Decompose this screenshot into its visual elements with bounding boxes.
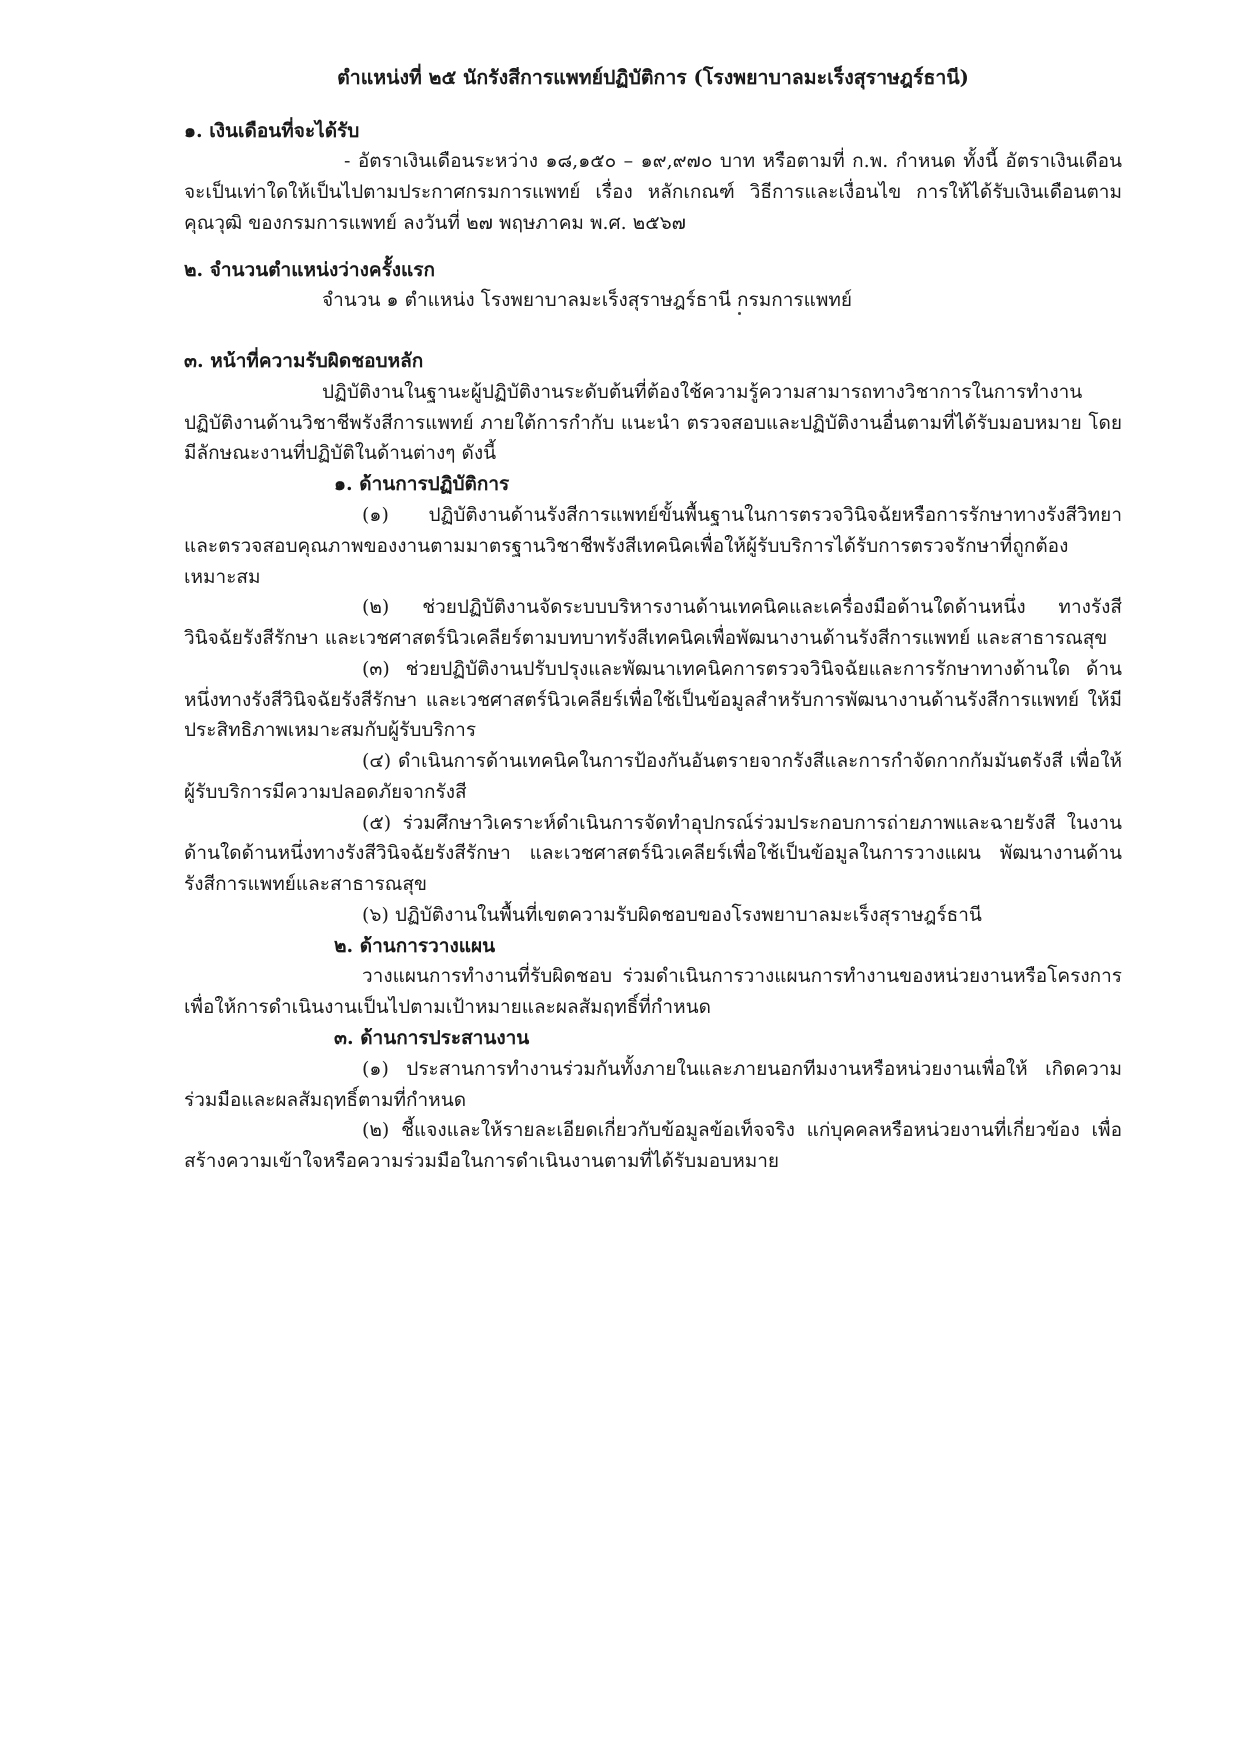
sub-3-item-1: (๑) ประสานการทำงานร่วมกันทั้งภายในและภายนอกทีมงานหรือหน่วยงานเพื่อให้ เกิดความร่วมมือและผลสัมฤทธิ์ตามที่กำหนด (184, 1057, 1122, 1111)
sub-1-heading: ๑. ด้านการปฏิบัติการ (334, 473, 510, 496)
section-3-heading: ๓. หน้าที่ความรับผิดชอบหลัก (184, 350, 424, 373)
section-3-intro: ปฏิบัติงานในฐานะผู้ปฏิบัติงานระดับต้นที่ต้องใช้ความรู้ความสามารถทางวิชาการในการทำงาน ปฏิบัติงานด้านวิชาชีพรังสีการแพทย์ ภายใต้การกำกับ แนะนำ ตรวจสอบและปฏิบัติงานอื่นตามที่ได้รับมอบหมาย โดยมีลักษณะงานที่ปฏิบัติในด้านต่างๆ ดังนี้ (184, 380, 1122, 465)
section-2-positions-text: จำนวน ๑ ตำแหน่ง โรงพยาบาลมะเร็งสุราษฎร์ธานี กรมการแพทย์ (322, 289, 853, 312)
sub-1-item-3: (๓) ช่วยปฏิบัติงานปรับปรุงและพัฒนาเทคนิคการตรวจวินิจฉัยและการรักษาทางด้านใด ด้านหนึ่งทางรังสีวินิจฉัยรังสีรักษา และเวชศาสตร์นิวเคลียร์เพื่อใช้เป็นข้อมูลสำหรับการพัฒนางานด้านรังสีการแพทย์ ให้มีประสิทธิภาพเหมาะสมกับผู้รับบริการ (184, 657, 1122, 742)
sub-1-item-4: (๔) ดำเนินการด้านเทคนิคในการป้องกันอันตรายจากรังสีและการกำจัดกากกัมมันตรังสี เพื่อให้ผู้รับบริการมีความปลอดภัยจากรังสี (184, 750, 1122, 803)
sub-3-heading: ๓. ด้านการประสานงาน (334, 1027, 530, 1050)
section-1-salary-text: - อัตราเงินเดือนระหว่าง ๑๘,๑๕๐ – ๑๙,๙๗๐ บาท หรือตามที่ ก.พ. กำหนด ทั้งนี้ อัตราเงินเดือน จะเป็นเท่าใดให้เป็นไปตามประกาศกรมการแพทย์ เรื่อง หลักเกณฑ์ วิธีการและเงื่อนไข การให้ได้รับเงินเดือนตามคุณวุฒิ ของกรมการแพทย์ ลงวันที่ ๒๗ พฤษภาคม พ.ศ. ๒๕๖๗ (184, 150, 1122, 234)
sub-3-item-2: (๒) ชี้แจงและให้รายละเอียดเกี่ยวกับข้อมูลข้อเท็จจริง แก่บุคคลหรือหน่วยงานที่เกี่ยวข้อง เพื่อสร้างความเข้าใจหรือความร่วมมือในการดำเนินงานตามที่ได้รับมอบหมาย (184, 1119, 1122, 1173)
sub-2-text: วางแผนการทำงานที่รับผิดชอบ ร่วมดำเนินการวางแผนการทำงานของหน่วยงานหรือโครงการ เพื่อให้การดำเนินงานเป็นไปตามเป้าหมายและผลสัมฤทธิ์ที่กำหนด (184, 965, 1122, 1019)
sub-1-item-1: (๑) ปฏิบัติงานด้านรังสีการแพทย์ขั้นพื้นฐานในการตรวจวินิจฉัยหรือการรักษาทางรังสีวิทยา และตรวจสอบคุณภาพของงานตามมาตรฐานวิชาชีพรังสีเทคนิคเพื่อให้ผู้รับบริการได้รับการตรวจรักษาที่ถูกต้อง เหมาะสม (184, 504, 1122, 588)
sub-1-item-2: (๒) ช่วยปฏิบัติงานจัดระบบบริหารงานด้านเทคนิคและเครื่องมือด้านใดด้านหนึ่ง ทางรังสีวินิจฉัยรังสีรักษา และเวชศาสตร์นิวเคลียร์ตามบทบาทรังสีเทคนิคเพื่อพัฒนางานด้านรังสีการแพทย์ และสาธารณสุข (184, 596, 1122, 650)
section-2-heading: ๒. จำนวนตำแหน่งว่างครั้งแรก (184, 258, 436, 281)
sub-2-heading: ๒. ด้านการวางแผน (334, 934, 496, 957)
document-title: ตำแหน่งที่ ๒๕ นักรังสีการแพทย์ปฏิบัติการ (โรงพยาบาลมะเร็งสุราษฎร์ธานี) (337, 66, 969, 89)
scan-speck (738, 312, 741, 315)
section-1-heading: ๑. เงินเดือนที่จะได้รับ (184, 119, 360, 142)
sub-1-item-6: (๖) ปฏิบัติงานในพื้นที่เขตความรับผิดชอบของโรงพยาบาลมะเร็งสุราษฎร์ธานี (362, 903, 982, 926)
sub-1-item-5: (๕) ร่วมศึกษาวิเคราะห์ดำเนินการจัดทำอุปกรณ์ร่วมประกอบการถ่ายภาพและฉายรังสี ในงานด้านใดด้านหนึ่งทางรังสีวินิจฉัยรังสีรักษา และเวชศาสตร์นิวเคลียร์เพื่อใช้เป็นข้อมูลในการวางแผน พัฒนางานด้านรังสีการแพทย์และสาธารณสุข (184, 811, 1122, 896)
